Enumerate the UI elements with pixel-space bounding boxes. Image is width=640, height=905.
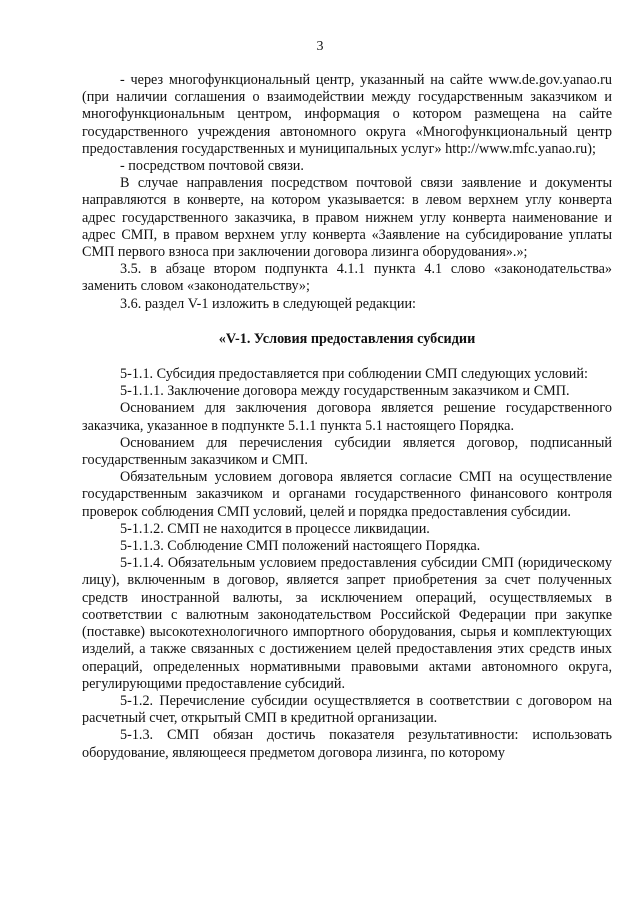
paragraph-5-1-3: 5-1.3. СМП обязан достичь показателя результативности: использовать оборудование, являющееся предметом договора лизинга, по которому [82,727,612,761]
paragraph-amendment-3-5: 3.5. в абзаце втором подпункта 4.1.1 пункта 4.1 слово «законодательства» заменить словом «законодательству»; [82,261,612,295]
paragraph-mandatory-consent: Обязательным условием договора является согласие СМП на осуществление государственным заказчиком и органами государственного финансового контроля проверок соблюдения СМП условий, целей и порядка предоставления субсидии. [82,469,612,520]
paragraph-amendment-3-6: 3.6. раздел V-1 изложить в следующей редакции: [120,295,416,312]
paragraph-5-1-2: 5-1.2. Перечисление субсидии осуществляется в соответствии с договором на расчетный счет, открытый СМП в кредитной организации. [82,692,612,727]
paragraph-postal-channel: - посредством почтовой связи. [120,158,304,175]
document-body [82,72,612,762]
page-number: 3 [316,39,324,54]
paragraph-5-1-1: 5-1.1. Субсидия предоставляется при соблюдении СМП следующих условий: [120,366,588,383]
paragraph-5-1-1-3: 5-1.1.3. Соблюдение СМП положений настоящего Порядка. [120,538,481,555]
paragraph-contract-basis: Основанием для заключения договора является решение государственного заказчика, указанное в подпункте 5.1.1 пункта 5.1 настоящего Порядка. [82,400,612,434]
section-heading: «V-1. Условия предоставления субсидии [218,330,476,347]
paragraph-5-1-1-2: 5-1.1.2. СМП не находится в процессе ликвидации. [120,520,430,537]
paragraph-transfer-basis: Основанием для перечисления субсидии является договор, подписанный государственным заказчиком и СМП. [82,434,612,469]
paragraph-mfc-channel: - через многофункциональный центр, указанный на сайте www.de.gov.yanao.ru (при наличии соглашения о взаимодействии между государственным заказчиком и многофункциональным центром, информация о котором размещена на сайте государственного учреждения автономного округа «Многофункциональный центр предоставления государственных и муниципальных услуг» http://www.mfc.yanao.ru); [82,72,612,157]
paragraph-5-1-1-4: 5-1.1.4. Обязательным условием предоставления субсидии СМП (юридическому лицу), включенным в договор, является запрет приобретения за счет полученных средств иностранной валюты, за исключением операций, осуществляемых в соответствии с валютным законодательством Российской Федерации при закупке (поставке) высокотехнологичного импортного оборудования, сырья и комплектующих изделий, а также связанных с достижением целей предоставления этих средств иных операций, определенных нормативными правовыми актами автономного округа, регулирующими предоставление субсидий. [82,555,612,692]
paragraph-5-1-1-1: 5-1.1.1. Заключение договора между государственным заказчиком и СМП. [120,383,570,400]
paragraph-envelope-rules: В случае направления посредством почтовой связи заявление и документы направляются в конверте, на котором указывается: в левом верхнем углу конверта адрес государственного заказчика, в правом нижнем углу конверта наименование и адрес СМП, в правом верхнем углу конверта «Заявление на субсидирование уплаты СМП первого взноса при заключении договора лизинга оборудования».»; [82,175,612,261]
